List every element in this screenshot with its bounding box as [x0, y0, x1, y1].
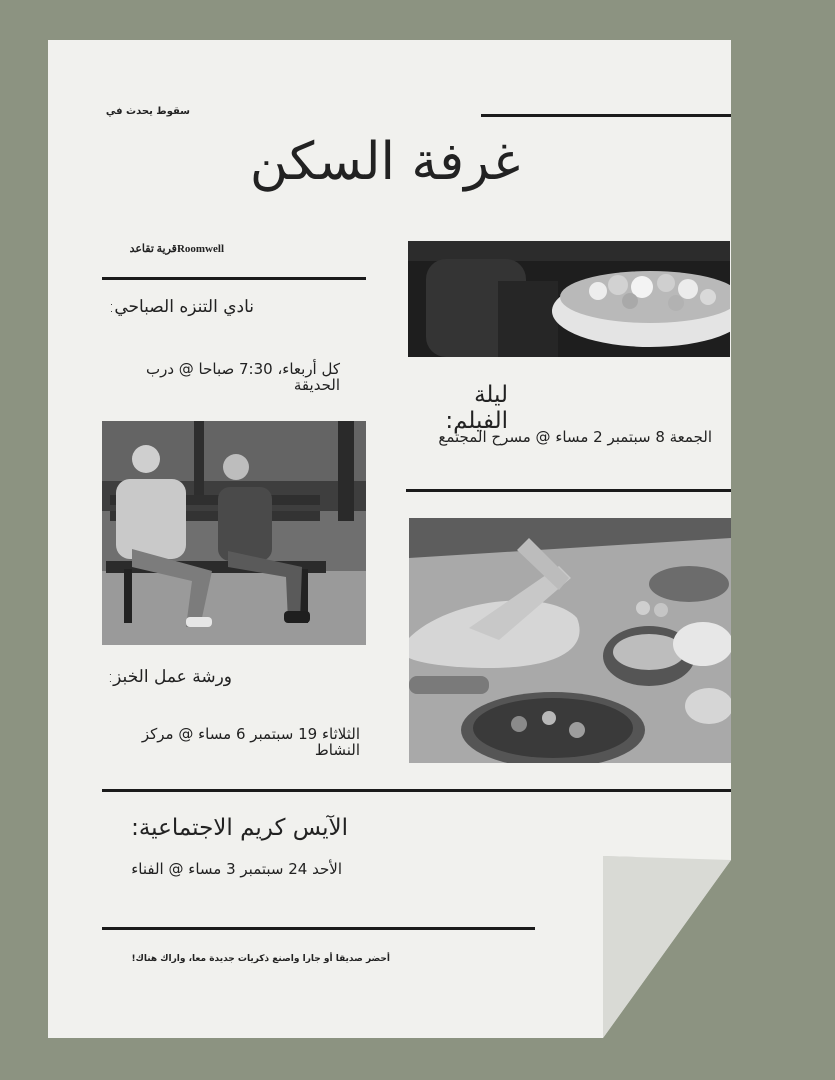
event-baking-title: ورشة عمل الخبز: [107, 667, 232, 687]
venue-name: Roomwellقرية تقاعد [129, 243, 224, 255]
event-movie-details: الجمعة 8 سبتمبر 2 مساء @ مسرح المجتمع [438, 428, 712, 446]
event-baking-details: الثلاثاء 19 سبتمبر 6 مساء @ مركز النشاط [141, 725, 360, 759]
baking-dough-photo [409, 518, 731, 763]
seniors-bench-photo [102, 421, 366, 645]
event-icecream-details: الأحد 24 سبتمبر 3 مساء @ الفناء [131, 860, 342, 878]
kicker-text: سقوط يحدث في [105, 106, 190, 117]
poster-title: غرفة السكن [249, 132, 521, 192]
event-walking-title: نادي التنزه الصباحي: [108, 297, 254, 317]
right-section-rule [406, 489, 731, 492]
venue-rule [102, 277, 366, 280]
footer-rule [102, 927, 535, 930]
page-curl-fold [603, 856, 731, 1038]
popcorn-photo [408, 241, 730, 357]
event-walking-details: كل أربعاء، 7:30 صباحا @ درب الحديقة [145, 360, 340, 394]
footer-note: أحضر صديقا أو جارا واصنع ذكريات جديدة معا، واراك هناك! [131, 954, 390, 964]
event-icecream-title: الآيس كريم الاجتماعية: [131, 815, 348, 841]
event-movie-title: ليلة الفيلم: [445, 382, 508, 434]
ice-cream-rule [102, 789, 731, 792]
header-rule [481, 114, 731, 117]
